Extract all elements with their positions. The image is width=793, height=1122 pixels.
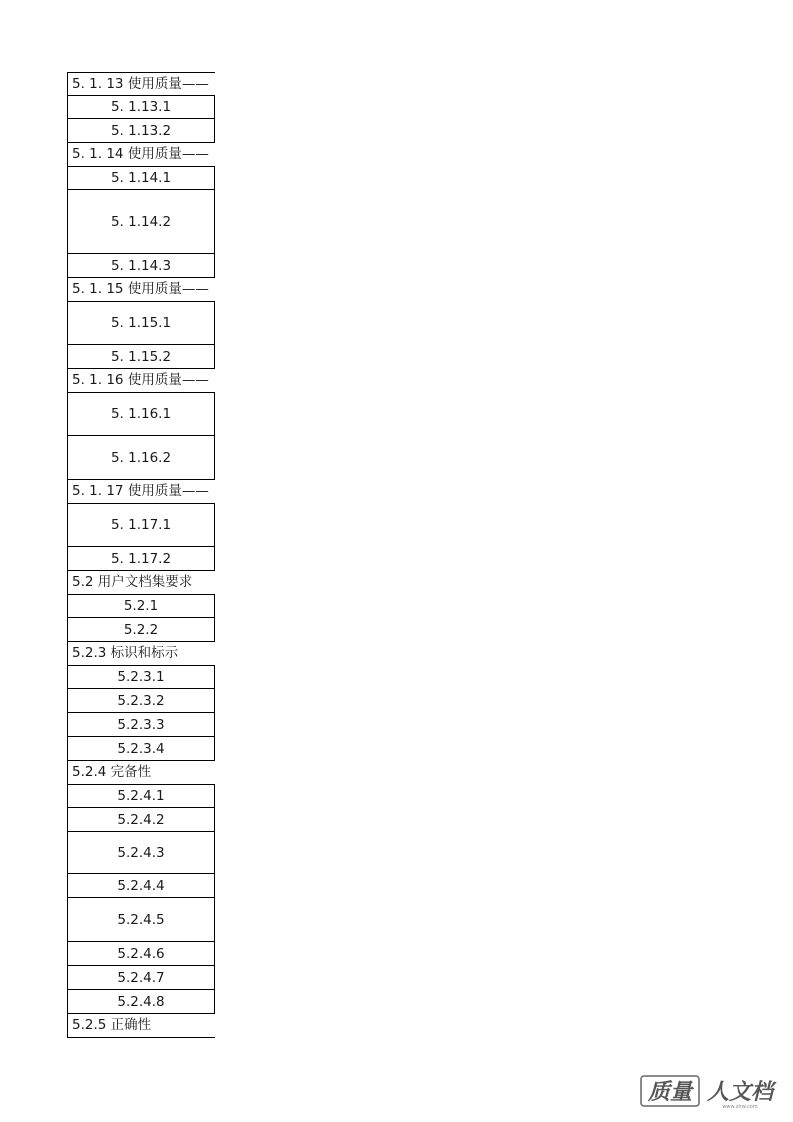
section-heading: 5. 1. 14 使用质量—— <box>67 143 215 167</box>
clause-number-cell: 5. 1.17.1 <box>67 503 215 547</box>
clause-number-cell: 5. 1.15.1 <box>67 301 215 345</box>
section-heading: 5.2 用户文档集要求 <box>67 571 215 595</box>
section-heading: 5. 1. 17 使用质量—— <box>67 480 215 504</box>
section-heading: 5. 1. 16 使用质量—— <box>67 369 215 393</box>
clause-number-cell: 5. 1.14.2 <box>67 190 215 254</box>
clause-number-cell: 5.2.4.4 <box>67 874 215 898</box>
document-table <box>67 72 215 1038</box>
clause-number-cell: 5. 1.15.2 <box>67 345 215 369</box>
clause-number-cell: 5.2.3.4 <box>67 737 215 761</box>
clause-number-cell: 5. 1.13.2 <box>67 119 215 143</box>
clause-number-cell: 5. 1.14.1 <box>67 166 215 190</box>
section-heading: 5. 1. 15 使用质量—— <box>67 278 215 302</box>
clause-number-cell: 5.2.3.1 <box>67 665 215 689</box>
clause-number-cell: 5. 1.14.3 <box>67 254 215 278</box>
clause-number-cell: 5.2.1 <box>67 594 215 618</box>
section-heading: 5. 1. 13 使用质量—— <box>67 72 215 96</box>
clause-number-cell: 5.2.3.2 <box>67 689 215 713</box>
watermark-logo-icon <box>640 1074 782 1110</box>
clause-number-cell: 5.2.4.8 <box>67 990 215 1014</box>
watermark-logo <box>640 1074 782 1110</box>
svg-text:质量: 质量 <box>647 1080 693 1105</box>
clause-number-cell: 5.2.2 <box>67 618 215 642</box>
clause-number-cell: 5.2.4.1 <box>67 784 215 808</box>
clause-number-cell: 5.2.4.7 <box>67 966 215 990</box>
clause-number-cell: 5.2.4.6 <box>67 942 215 966</box>
svg-text:www.zlrw.com: www.zlrw.com <box>722 1104 758 1110</box>
section-heading: 5.2.4 完备性 <box>67 761 215 785</box>
svg-text:人文档: 人文档 <box>706 1080 774 1105</box>
clause-number-cell: 5.2.3.3 <box>67 713 215 737</box>
clause-number-cell: 5. 1.16.2 <box>67 436 215 480</box>
section-heading: 5.2.5 正确性 <box>67 1014 215 1038</box>
clause-number-cell: 5.2.4.5 <box>67 898 215 942</box>
clause-number-cell: 5.2.4.3 <box>67 832 215 874</box>
clause-number-cell: 5. 1.16.1 <box>67 392 215 436</box>
section-heading: 5.2.3 标识和标示 <box>67 642 215 666</box>
clause-number-cell: 5. 1.17.2 <box>67 547 215 571</box>
clause-number-cell: 5. 1.13.1 <box>67 95 215 119</box>
clause-number-cell: 5.2.4.2 <box>67 808 215 832</box>
